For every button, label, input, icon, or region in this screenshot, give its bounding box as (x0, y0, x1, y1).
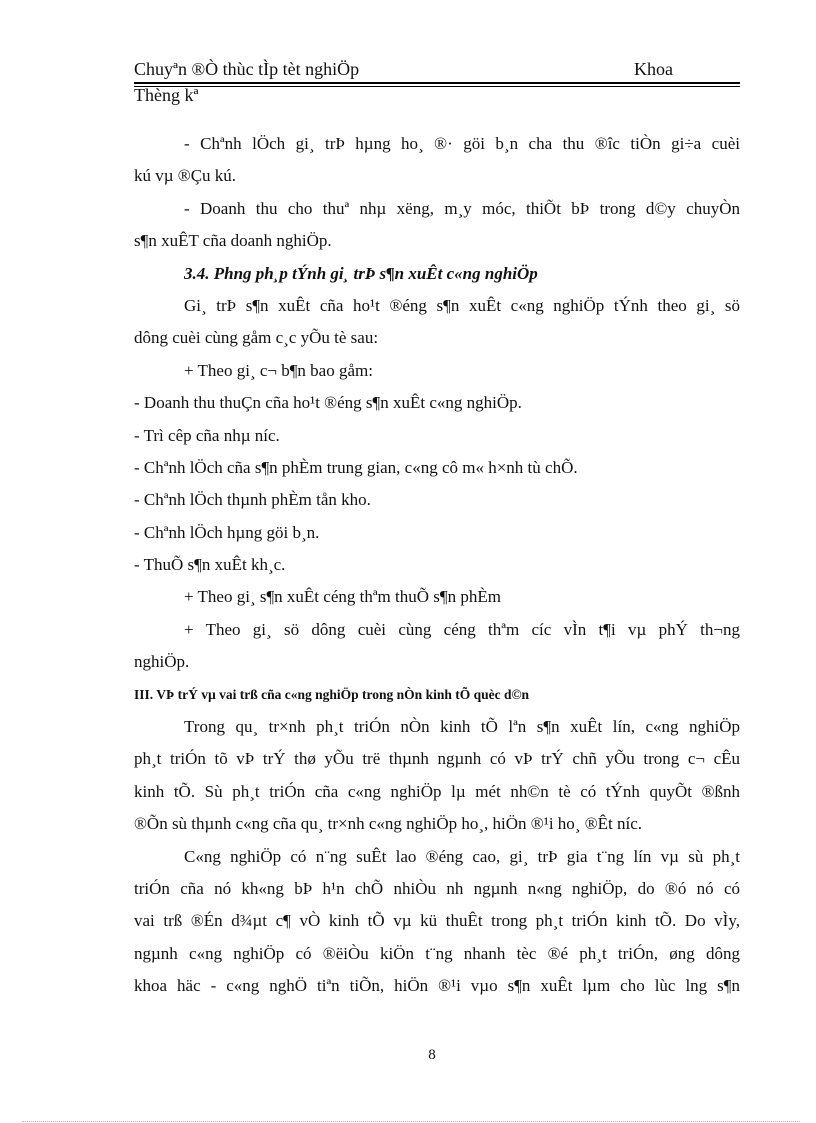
list-item: - Chªnh lÖch cña s¶n phÈm trung gian, c«ng cô m« h×nh tù chÕ. (134, 457, 578, 477)
section-heading: 3.4. Phng ph¸p tÝnh gi¸ trÞ s¶n xuÊt c«ng nghiÖp (184, 263, 538, 283)
paragraph-line: kinh tÕ. Sù ph¸t triÓn cña c«ng nghiÖp lµ mét nh©n tè có tÝnh quyÕt ®ßnh (134, 781, 740, 801)
paragraph-line: ®Õn sù thµnh c«ng cña qu¸ tr×nh c«ng nghiÖp ho¸, hiÖn ®¹i ho¸ ®Êt níc. (134, 814, 642, 834)
paragraph-line: vai trß ®Én d¾µt c¶ vÒ kinh tÕ vµ kü thuÊt trong ph¸t triÓn kinh tÕ. Do vÌy, (134, 911, 740, 931)
header-left-text: Chuyªn ®Ò thùc tÌp tèt nghiÖp (134, 59, 360, 79)
header-title-row (134, 58, 740, 80)
page-header (134, 58, 740, 105)
list-item: - Chªnh lÖch thµnh phÈm tån kho. (134, 490, 371, 510)
paragraph-line: kú vµ ®Çu kú. (134, 166, 237, 186)
header-right-text: Khoa (634, 59, 673, 79)
list-item: + Theo gi¸ s¶n xuÊt céng thªm thuÕ s¶n phÈm (184, 587, 501, 607)
paragraph-line: Trong qu¸ tr×nh ph¸t triÓn nÒn kinh tÕ lªn s¶n xuÊt lín, c«ng nghiÖp (184, 717, 740, 737)
header-second-line: Thèng kª (134, 85, 199, 105)
paragraph-line: triÓn cña nó kh«ng bÞ h¹n chÕ nhiÒu nh ngµnh n«ng nghiÖp, do ®ó nó có (134, 878, 740, 898)
header-rule-thin (134, 86, 740, 87)
list-item: - ThuÕ s¶n xuÊt kh¸c. (134, 555, 286, 575)
list-item: - Chªnh lÖch hµng göi b¸n. (134, 522, 320, 542)
paragraph-line: ngµnh c«ng nghiÖp có ®ëiÒu kiÖn t¨ng nhanh tèc ®é ph¸t triÓn, øng dông (134, 943, 740, 963)
paragraph-line: - Doanh thu cho thuª nhµ xëng, m¸y móc, thiÕt bÞ trong d©y chuyÒn (184, 198, 740, 218)
paragraph-line: khoa häc - c«ng nghÖ tiªn tiÕn, hiÖn ®¹i vµo s¶n xuÊt lµm cho lùc lng s¶n (134, 976, 740, 996)
paragraph-line: - Chªnh lÖch gi¸ trÞ hµng ho¸ ®· göi b¸n cha thu ®îc tiÒn gi÷a cuèi (184, 134, 740, 153)
list-item: - Trì cêp cña nhµ níc. (134, 425, 280, 445)
body-text (134, 128, 740, 1003)
header-rule-thick (134, 82, 740, 84)
paragraph-line: s¶n xuÊT cña doanh nghiÖp. (134, 231, 332, 251)
list-item: + Theo gi¸ sö dông cuèi cùng céng thªm cíc vÌn t¶i vµ phÝ th¬ng (184, 619, 740, 639)
list-item: + Theo gi¸ c¬ b¶n bao gåm: (184, 360, 373, 380)
chapter-heading: III. VÞ trÝ vµ vai trß cña c«ng nghiÖp trong nÒn kinh tÕ quèc d©n (134, 686, 530, 702)
paragraph-line: dông cuèi cùng gåm c¸c yÕu tè sau: (134, 328, 379, 348)
paragraph-line: Gi¸ trÞ s¶n xuÊt cña ho¹t ®éng s¶n xuÊt c«ng nghiÖp tÝnh theo gi¸ sö (184, 295, 740, 315)
page-bottom-divider (22, 1121, 800, 1122)
list-item: - Doanh thu thuÇn cña ho¹t ®éng s¶n xuÊt c«ng nghiÖp. (134, 393, 522, 413)
paragraph-line: ph¸t triÓn tõ vÞ trÝ thø yÕu trë thµnh ngµnh có vÞ trÝ chñ yÕu trong c¬ cÊu (134, 749, 740, 769)
page-number: 8 (428, 1047, 436, 1063)
paragraph-line: C«ng nghiÖp có n¨ng suÊt lao ®éng cao, gi¸ trÞ gia t¨ng lín vµ sù ph¸t (184, 846, 740, 866)
paragraph-line: nghiÖp. (134, 652, 190, 672)
